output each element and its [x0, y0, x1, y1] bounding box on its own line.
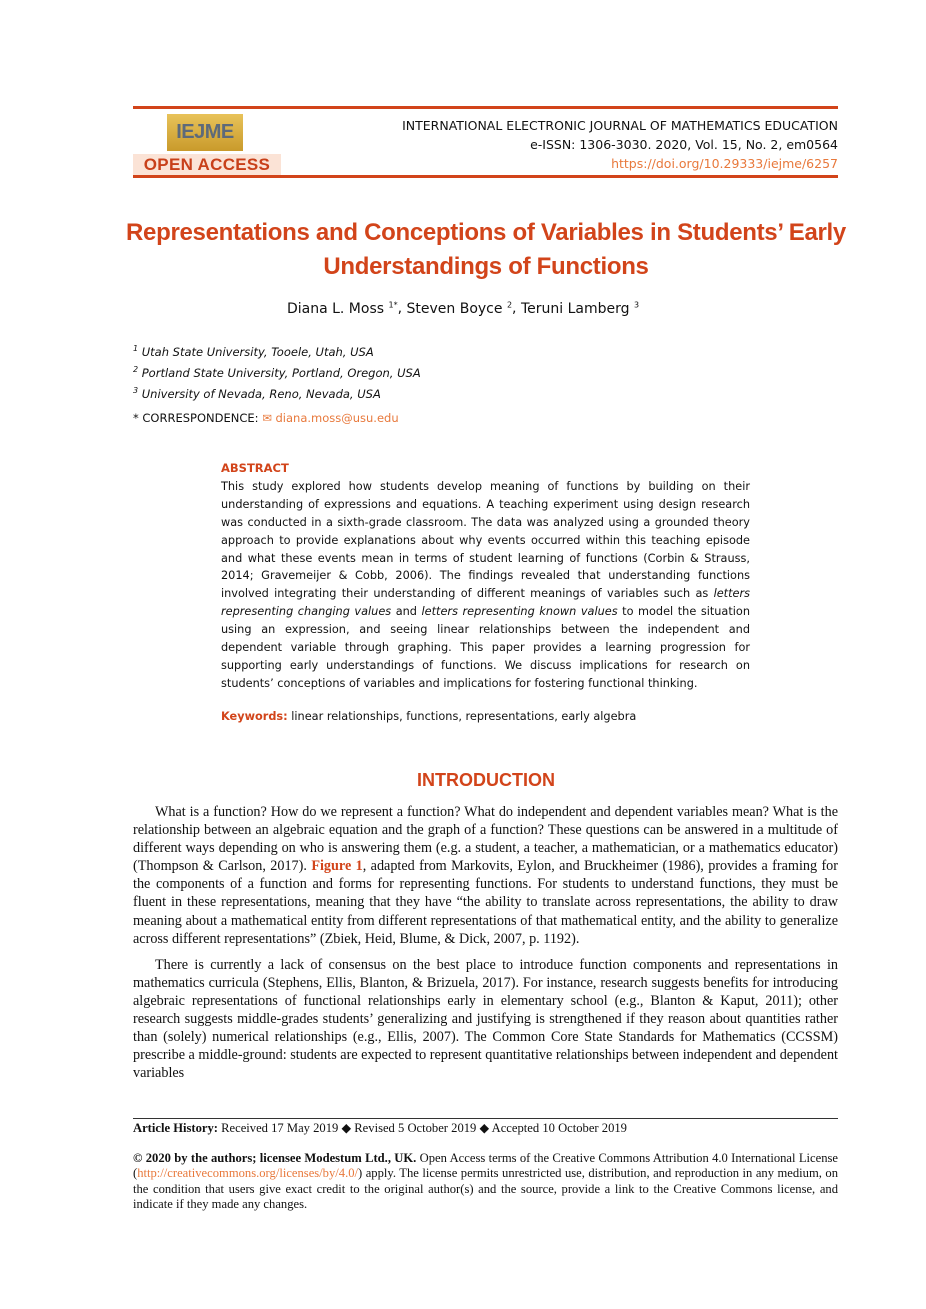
history-label: Article History:: [133, 1121, 218, 1135]
aff-text: Utah State University, Tooele, Utah, USA: [138, 344, 374, 359]
keywords: [221, 710, 636, 723]
journal-logo: [167, 114, 243, 151]
paragraph-text: , adapted from Markovits, Eylon, and Bruckheimer (1986), provides a framing for the components of a function and forms for representing functions. For students to understand functions, they must be fluent in these representations, meaning that they have “the ability to translate across representations, the ability to draw meaning about a mathematical entity from different representations of that mathematical entity, and the ability to generalize across different representations” (Zbiek, Heid, Blume, & Dick, 2007, p. 1192).: [133, 858, 838, 947]
logo-text: IEJME: [176, 121, 234, 143]
aff-num: 2: [133, 364, 139, 374]
license-text: ) apply. The license permits unrestricted use, distribution, and reproduction in any medium, on the condition that users give exact credit to the original author(s) and the source, provide a link to the Creative Commons license, and indicate if they made any changes.: [133, 1166, 838, 1211]
author: [521, 301, 639, 317]
aff-num: 1: [133, 344, 139, 353]
email-link[interactable]: diana.moss@usu.edu: [275, 411, 399, 425]
open-access-badge: OPEN ACCESS: [133, 154, 281, 175]
header-bottom-rule: [133, 175, 838, 178]
journal-header: [402, 116, 838, 173]
paragraph: There is currently a lack of consensus on the best place to introduce function components and representations in mathematics curricula (Stephens, Ellis, Blanton, & Brizuela, 2017). For instance, research suggests benefits for introducing algebraic representations of functional relationships early in elementary school (e.g., Blanton & Kaput, 2011); other research suggests middle-grades students’ generalizing and justifying is strengthened if they reason about quantities rather than (solely) numerical relationships (e.g., Ellis, 2007). The Common Core State Standards for Mathematics (CCSSM) prescribe a middle-ground: students are expected to represent quantitative relationships between independent and dependent variables: [133, 956, 838, 1082]
affiliation: [133, 382, 421, 403]
abstract-emphasis: letters representing changing values: [221, 587, 750, 619]
author-list: Diana L. Moss $^{1*}$, Steven Boyce $^2$, Teruni Lamberg $^3$: [286, 300, 640, 317]
author-name: Teruni Lamberg: [520, 300, 634, 317]
abstract-text: to model the situation using an expression, and seeing linear relationships between the independent and dependent variable through graphing. This paper provides a learning progression for supporting early understandings of functions. We discuss implications for research on students’ conceptions of variables and implications for fostering functional thinking.: [221, 605, 750, 690]
author: [407, 301, 513, 317]
author: [287, 301, 398, 317]
author-sup: 3: [633, 300, 640, 309]
journal-name: INTERNATIONAL ELECTRONIC JOURNAL OF MATHEMATICS EDUCATION: [402, 118, 838, 133]
keywords-text: linear relationships, functions, representations, early algebra: [287, 710, 637, 723]
doi-link[interactable]: https://doi.org/10.29333/iejme/6257: [611, 156, 838, 171]
abstract-text: and: [391, 605, 422, 619]
figure-1-link[interactable]: Figure 1: [311, 858, 363, 875]
affiliations: [133, 340, 421, 402]
history-text: Received 17 May 2019 ◆ Revised 5 October 2019 ◆ Accepted 10 October 2019: [217, 1121, 627, 1135]
envelope-icon: ✉: [262, 411, 272, 425]
journal-issn: e-ISSN: 1306-3030. 2020, Vol. 15, No. 2, em0564: [530, 137, 838, 152]
author-sup: 1*: [388, 300, 398, 309]
correspondence: [133, 411, 399, 425]
title-line: Understandings of Functions: [323, 253, 649, 280]
author-name: Diana L. Moss: [286, 300, 389, 317]
introduction-body: [133, 803, 838, 1090]
title-line: Representations and Conceptions of Variables in Students’ Early: [126, 219, 846, 246]
introduction-heading: INTRODUCTION: [417, 770, 555, 790]
article-history: [133, 1121, 838, 1136]
paragraph: [133, 803, 838, 948]
author-sup: 2: [506, 300, 513, 309]
abstract-heading: ABSTRACT: [221, 461, 289, 475]
license-text: Open Access terms of the Creative Commons Attribution 4.0 International License (: [133, 1151, 838, 1181]
license-bold: © 2020 by the authors; licensee Modestum Ltd., UK.: [133, 1151, 417, 1165]
abstract-text: This study explored how students develop meaning of functions by building on their understanding of expressions and equations. A teaching experiment using design research was conducted in a sixth-grade classroom. The data was analyzed using a grounded theory approach to provide explanations about why events occurred within this teaching episode and what these events mean in terms of student learning of functions (Corbin & Strauss, 2014; Gravemeijer & Cobb, 2006). The findings revealed that understanding functions involved integrating their understanding of different meanings of variables such as: [221, 479, 750, 601]
keywords-label: Keywords:: [221, 710, 288, 723]
header-top-rule: [133, 106, 838, 109]
author-name: Steven Boyce: [406, 300, 507, 317]
correspondence-label: * CORRESPONDENCE:: [133, 411, 263, 425]
aff-text: University of Nevada, Reno, Nevada, USA: [138, 386, 381, 401]
license-link[interactable]: http://creativecommons.org/licenses/by/4.0/: [137, 1166, 359, 1181]
aff-num: 3: [133, 385, 139, 395]
license-notice: [133, 1151, 838, 1212]
aff-text: Portland State University, Portland, Oregon, USA: [138, 365, 421, 380]
footer-rule: [133, 1118, 838, 1119]
paragraph-text: What is a function? How do we represent a function? What do independent and dependent variables mean? What is the relationship between an algebraic equation and the graph of a function? These questions can be answered in a multitude of different ways depending on who is answering them (e.g. a student, a teacher, a mathematician, or a mathematics educator) (Thompson & Carlson, 2017).: [133, 804, 838, 875]
affiliation: [133, 340, 421, 361]
affiliation: [133, 361, 421, 382]
paper-title: [120, 216, 852, 284]
abstract: [221, 460, 750, 693]
abstract-emphasis: letters representing known values: [421, 605, 618, 619]
